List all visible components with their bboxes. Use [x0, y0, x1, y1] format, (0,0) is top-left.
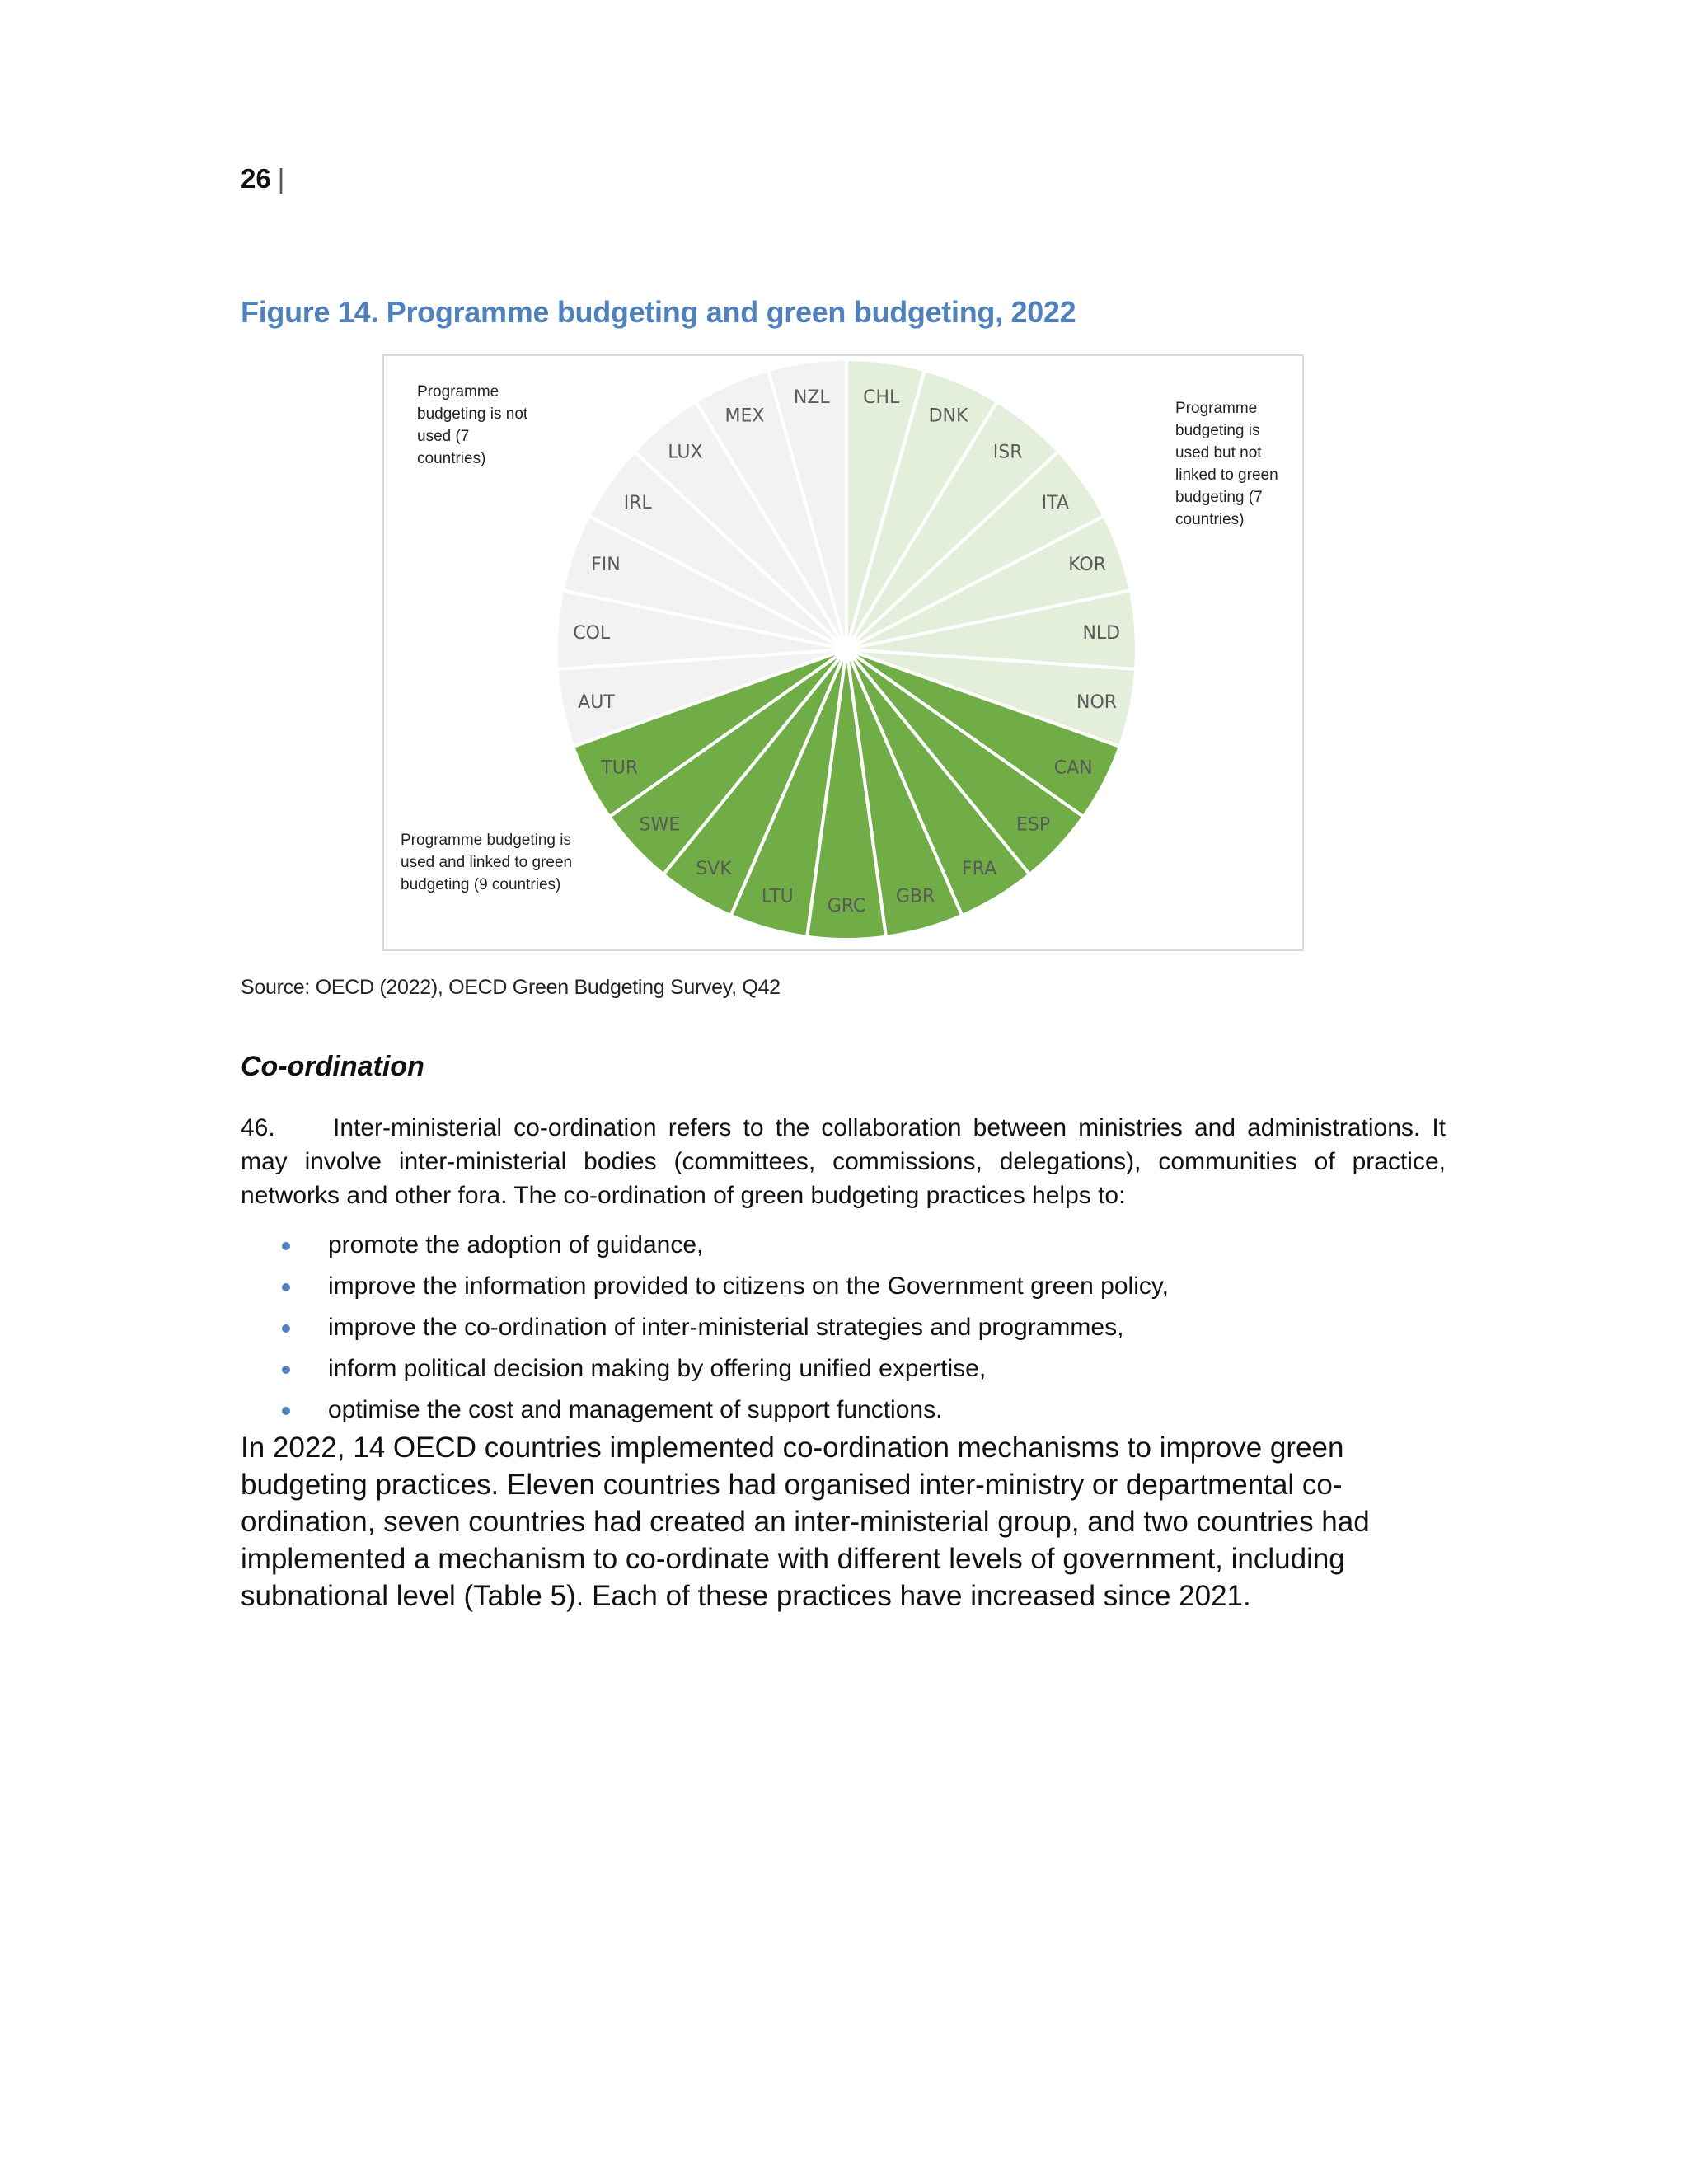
- figure-source: Source: OECD (2022), OECD Green Budgeting Survey, Q42: [241, 976, 781, 999]
- list-item: optimise the cost and management of support functions.: [241, 1390, 1446, 1431]
- bullet-list: [241, 1225, 1446, 1431]
- pie-label-lux: LUX: [668, 442, 703, 463]
- chart-container: [382, 354, 1304, 951]
- pie-label-fra: FRA: [962, 858, 997, 879]
- pie-label-chl: CHL: [863, 387, 900, 408]
- pie-label-nor: NOR: [1076, 692, 1118, 714]
- bullet-icon: [282, 1242, 290, 1250]
- bullet-icon: [282, 1283, 290, 1291]
- pie-label-swe: SWE: [639, 814, 681, 836]
- pie-label-ltu: LTU: [761, 886, 794, 907]
- legend-note-used-and-linked: Programme budgeting is used and linked to green budgeting (9 countries): [401, 832, 573, 893]
- paragraph-number: 46.: [241, 1114, 275, 1141]
- list-item: inform political decision making by offering unified expertise,: [241, 1348, 1446, 1390]
- pie-label-tur: TUR: [601, 757, 639, 779]
- list-item: improve the information provided to citizens on the Government green policy,: [241, 1266, 1446, 1307]
- paragraph-46: [241, 1111, 1446, 1212]
- pie-label-nld: NLD: [1082, 622, 1121, 644]
- pie-label-gbr: GBR: [895, 886, 935, 907]
- pie-label-nzl: NZL: [793, 387, 830, 408]
- closing-paragraph: In 2022, 14 OECD countries implemented co-ordination mechanisms to improve green budgeting practices. Eleven countries had organised inter-ministry or departmental co-ordination, seven countries had created an inter-ministerial group, and two countries had implemented a mechanism to co-ordinate with different levels of government, including subnational level (Table 5). Each of these practices have increased since 2021.: [241, 1432, 1370, 1612]
- bullet-icon: [282, 1407, 290, 1415]
- pie-label-grc: GRC: [827, 896, 866, 916]
- pie-label-aut: AUT: [578, 692, 615, 714]
- pie-label-dnk: DNK: [928, 405, 968, 427]
- pie-label-can: CAN: [1053, 757, 1093, 779]
- pie-label-mex: MEX: [724, 405, 765, 427]
- section-heading: Co-ordination: [241, 1051, 424, 1082]
- pie-label-isr: ISR: [992, 442, 1023, 463]
- list-item: promote the adoption of guidance,: [241, 1225, 1446, 1266]
- pie-label-kor: KOR: [1068, 555, 1107, 576]
- paragraph-text: Inter-ministerial co-ordination refers to the collaboration between ministries and administrations. It may involve inter-ministerial bodies (committees, commissions, delegations), communities of practice, networks and other fora. The co-ordination of green budgeting practices helps to:: [241, 1114, 1446, 1209]
- legend-note-not-used: Programme budgeting is not used (7 countries): [417, 383, 528, 467]
- legend-note-used-not-linked: Programme budgeting is used but not linked to green budgeting (7 countries): [1175, 400, 1278, 528]
- pie-label-esp: ESP: [1015, 814, 1051, 836]
- pie-label-col: COL: [573, 622, 611, 644]
- pie-label-irl: IRL: [623, 493, 652, 514]
- page-number: 26 |: [241, 163, 285, 194]
- figure-title: Figure 14. Programme budgeting and green budgeting, 2022: [241, 295, 1076, 329]
- pie-label-ita: ITA: [1041, 493, 1069, 514]
- bullet-icon: [282, 1324, 290, 1333]
- list-item: improve the co-ordination of inter-ministerial strategies and programmes,: [241, 1307, 1446, 1348]
- bullet-icon: [282, 1366, 290, 1374]
- pie-label-svk: SVK: [696, 858, 732, 879]
- page-separator: |: [277, 163, 285, 194]
- pie-label-fin: FIN: [591, 555, 621, 576]
